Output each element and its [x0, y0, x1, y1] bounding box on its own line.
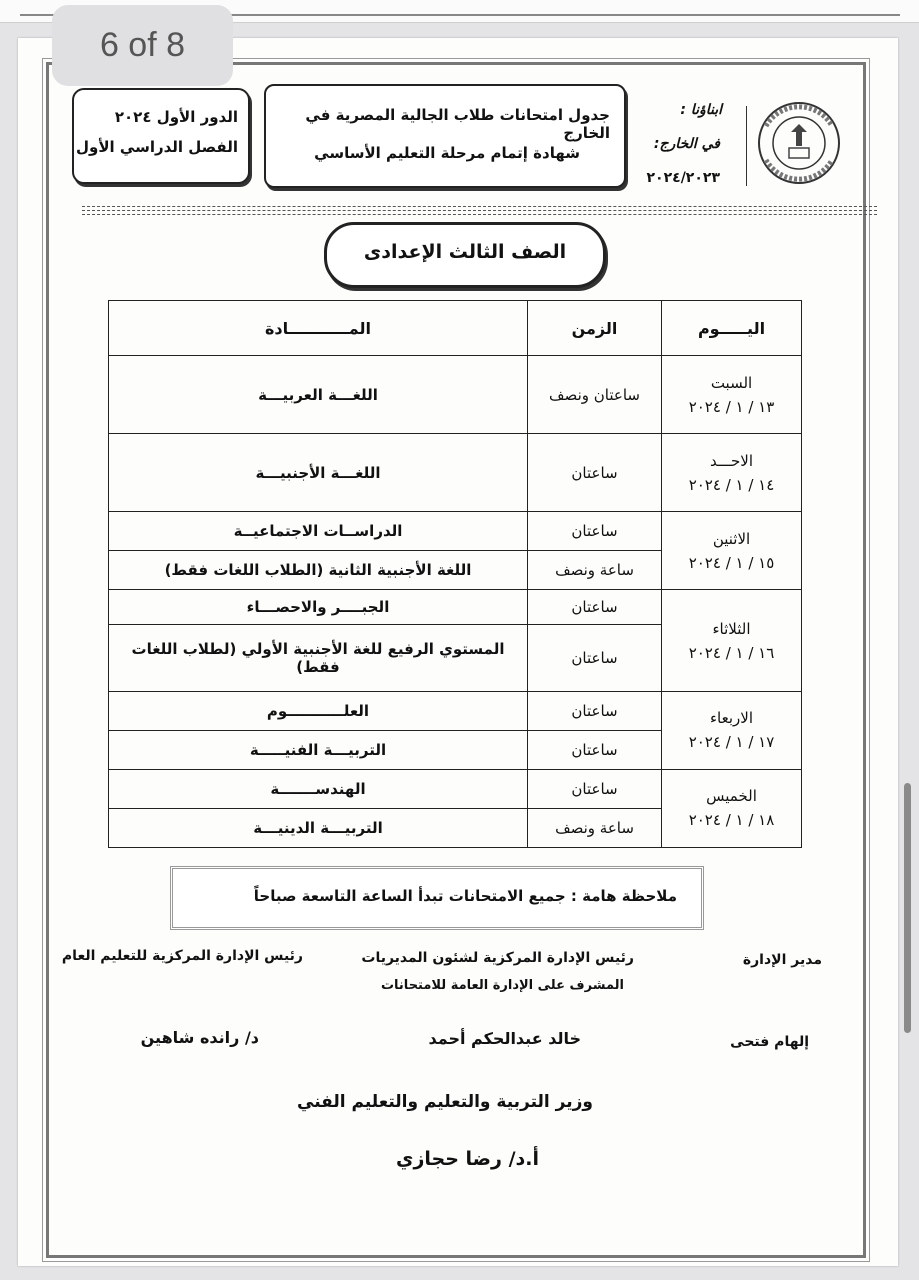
minister-name: أ.د/ رضا حجازي — [396, 1148, 539, 1170]
central-admin-title: رئيس الإدارة المركزية لشئون المديريات — [361, 950, 634, 966]
day-name: الثلاثاء — [712, 619, 751, 638]
scrollbar-thumb[interactable] — [904, 783, 911, 1033]
subject-cell: التربيـــة الدينيـــة — [109, 808, 528, 847]
subject-cell: الهندســـــــة — [109, 769, 528, 808]
minister-title: وزير التربية والتعليم والتعليم الفني — [297, 1092, 593, 1112]
subject-cell: اللغـــة العربيـــة — [109, 356, 528, 434]
day-cell — [662, 512, 802, 590]
header-separator — [82, 206, 877, 207]
note-box — [170, 866, 704, 930]
grade-title: الصف الثالث الإعدادى — [363, 241, 567, 263]
time-cell: ساعتان — [528, 769, 662, 808]
subject-cell: الجبــــر والاحصـــاء — [109, 590, 528, 624]
day-cell — [662, 434, 802, 512]
table-row — [109, 356, 802, 434]
table-row — [109, 434, 802, 512]
title-box — [264, 84, 626, 188]
time-cell: ساعتان — [528, 691, 662, 730]
day-cell — [662, 356, 802, 434]
day-date: ١٣ / ١ / ٢٠٢٤ — [688, 397, 775, 416]
day-cell — [662, 590, 802, 692]
grade-title-box — [324, 222, 606, 288]
time-cell: ساعتان — [528, 512, 662, 551]
important-note: ملاحظة هامة : جميع الامتحانات تبدأ الساعة التاسعة صباحاً — [253, 887, 677, 905]
general-admin-title: رئيس الإدارة المركزية للتعليم العام — [61, 948, 303, 964]
time-cell: ساعتان — [528, 730, 662, 769]
general-admin-name: د/ رانده شاهين — [140, 1028, 259, 1047]
subject-cell: التربيـــة الفنيـــــة — [109, 730, 528, 769]
header-separator-2 — [82, 210, 877, 211]
day-date: ١٥ / ١ / ٢٠٢٤ — [688, 553, 775, 572]
academic-year: ٢٠٢٤/٢٠٢٣ — [646, 170, 720, 186]
page-indicator: 6 of 8 — [52, 5, 233, 86]
session-box — [72, 88, 250, 184]
table-row — [109, 769, 802, 808]
header-time: الزمن — [528, 301, 662, 356]
day-name: الخميس — [706, 787, 757, 806]
time-cell: ساعة ونصف — [528, 551, 662, 590]
header-separator-3 — [82, 214, 877, 215]
subject-cell: اللغـــة الأجنبيـــة — [109, 434, 528, 512]
table-row — [109, 691, 802, 730]
header-subject: المـــــــــــادة — [109, 301, 528, 356]
ministry-logo-icon — [756, 100, 842, 186]
subject-cell: اللغة الأجنبية الثانية (الطلاب اللغات فقط) — [109, 551, 528, 590]
abroad-label-2: في الخارج: — [653, 136, 720, 152]
certificate-title: شهادة إتمام مرحلة التعليم الأساسي — [314, 144, 580, 162]
session-term: الفصل الدراسي الأول — [76, 138, 238, 156]
exam-schedule-table — [108, 300, 802, 848]
table-header-row — [109, 301, 802, 356]
director-title: مدير الإدارة — [742, 952, 822, 968]
table-row — [109, 590, 802, 624]
subject-cell: العلـــــــــــوم — [109, 691, 528, 730]
schedule-title: جدول امتحانات طلاب الجالية المصرية في الخارج — [305, 106, 610, 142]
header-divider — [746, 106, 747, 186]
time-cell: ساعتان — [528, 624, 662, 691]
director-name: إلهام فتحى — [730, 1034, 809, 1050]
time-cell: ساعتان ونصف — [528, 356, 662, 434]
day-name: الاثنين — [712, 529, 751, 548]
day-date: ١٤ / ١ / ٢٠٢٤ — [688, 475, 775, 494]
day-name: الاربعاء — [709, 709, 753, 728]
abroad-label: ابناؤنا : — [680, 102, 722, 118]
subject-cell: الدراســات الاجتماعيــة — [109, 512, 528, 551]
day-date: ١٨ / ١ / ٢٠٢٤ — [688, 811, 775, 830]
table-row — [109, 512, 802, 551]
day-date: ١٦ / ١ / ٢٠٢٤ — [688, 643, 775, 662]
central-admin-subtitle: المشرف على الإدارة العامة للامتحانات — [380, 978, 624, 993]
time-cell: ساعة ونصف — [528, 808, 662, 847]
time-cell: ساعتان — [528, 434, 662, 512]
time-cell: ساعتان — [528, 590, 662, 624]
day-cell — [662, 769, 802, 847]
day-cell — [662, 691, 802, 769]
day-name: الاحـــد — [709, 451, 754, 470]
session-round: الدور الأول ٢٠٢٤ — [114, 108, 238, 126]
header-day: اليـــــوم — [662, 301, 802, 356]
subject-cell: المستوي الرفيع للغة الأجنبية الأولي (لطلاب اللغات فقط) — [109, 624, 528, 691]
day-date: ١٧ / ١ / ٢٠٢٤ — [688, 733, 775, 752]
day-name: السبت — [710, 373, 753, 392]
central-admin-name: خالد عبدالحكم أحمد — [428, 1029, 581, 1048]
